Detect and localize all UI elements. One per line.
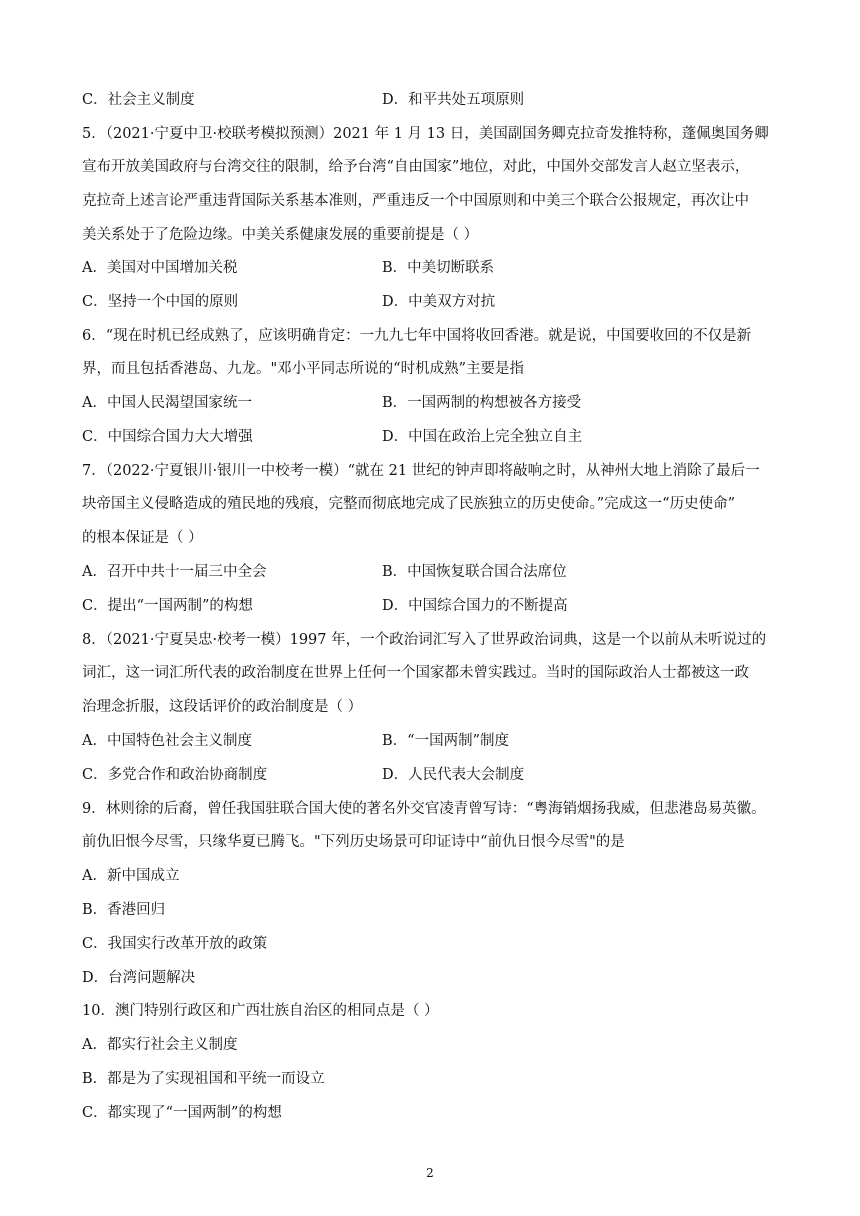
q6-option-c: C．中国综合国力大大增强: [82, 429, 253, 445]
q7-stem-line-3: 的根本保证是（ ）: [82, 530, 203, 546]
q5-option-d: D．中美双方对抗: [382, 294, 496, 310]
q7-option-a: A．召开中共十一届三中全会: [82, 564, 267, 580]
q8-option-a: A．中国特色社会主义制度: [82, 733, 252, 749]
q8-stem-line-1: 8．（2021·宁夏吴忠·校考一模）1997 年，一个政治词汇写入了世界政治词典，这是一个以前从未听说过的: [82, 632, 767, 648]
q7-option-d: D．中国综合国力的不断提高: [382, 598, 568, 614]
page-number: 2: [426, 1166, 434, 1180]
q6-stem-line-2: 界，而且包括香港岛、九龙。"邓小平同志所说的“时机成熟”主要是指: [82, 361, 524, 377]
q7-option-b: B．中国恢复联合国合法席位: [382, 564, 567, 580]
q9-option-c: C．我国实行改革开放的政策: [82, 936, 268, 952]
q4-option-d: D．和平共处五项原则: [382, 92, 525, 108]
q9-stem-line-1: 9．林则徐的后裔，曾任我国驻联合国大使的著名外交官凌青曾写诗：“粤海销烟扬我威，但悲港岛易英徽。: [82, 801, 766, 817]
q5-stem-line-2: 宣布开放美国政府与台湾交往的限制，给予台湾“自由国家”地位，对此，中国外交部发言人赵立坚表示，: [82, 159, 750, 175]
q5-option-c: C．坚持一个中国的原则: [82, 294, 239, 310]
q5-stem-line-4: 美关系处于了危险边缘。中美关系健康发展的重要前提是（ ）: [82, 227, 479, 243]
q5-stem-line-3: 克拉奇上述言论严重违背国际关系基本准则，严重违反一个中国原则和中美三个联合公报规定，再次让中: [82, 193, 749, 209]
q9-option-a: A．新中国成立: [82, 868, 180, 884]
q8-option-c: C．多党合作和政治协商制度: [82, 767, 268, 783]
q6-option-d: D．中国在政治上完全独立自主: [382, 429, 583, 445]
q10-option-c: C．都实现了“一国两制”的构想: [82, 1105, 282, 1121]
q8-option-b: B．“一国两制”制度: [382, 733, 509, 749]
q7-option-c: C．提出“一国两制”的构想: [82, 598, 253, 614]
q7-stem-line-1: 7．（2022·宁夏银川·银川一中校考一模）“就在 21 世纪的钟声即将敲响之时，从神州大地上消除了最后一: [82, 463, 760, 479]
q5-option-b: B．中美切断联系: [382, 260, 495, 276]
q6-option-b: B．一国两制的构想被各方接受: [382, 395, 582, 411]
q9-option-d: D．台湾问题解决: [82, 970, 196, 986]
q10-option-a: A．都实行社会主义制度: [82, 1037, 238, 1053]
q9-stem-line-2: 前仇旧恨今尽雪，只缘华夏已腾飞。"下列历史场景可印证诗中“前仇日恨今尽雪"的是: [82, 834, 625, 850]
q5-option-a: A．美国对中国增加关税: [82, 260, 238, 276]
q8-stem-line-2: 词汇，这一词汇所代表的政治制度在世界上任何一个国家都未曾实践过。当时的国际政治人士都被这一政: [82, 665, 749, 681]
q6-option-a: A．中国人民渴望国家统一: [82, 395, 252, 411]
q8-option-d: D．人民代表大会制度: [382, 767, 525, 783]
q7-stem-line-2: 块帝国主义侵略造成的殖民地的残痕，完整而彻底地完成了民族独立的历史使命。”完成这一“历史使命”: [82, 496, 735, 512]
q5-stem-line-1: 5．（2021·宁夏中卫·校联考模拟预测）2021 年 1 月 13 日，美国副国务卿克拉奇发推特称，蓬佩奥国务卿: [82, 126, 769, 142]
q6-stem-line-1: 6．“现在时机已经成熟了，应该明确肯定：一九九七年中国将收回香港。就是说，中国要收回的不仅是新: [82, 328, 752, 344]
q4-option-c: C．社会主义制度: [82, 92, 195, 108]
q10-stem-line-1: 10．澳门特别行政区和广西壮族自治区的相同点是（ ）: [82, 1003, 439, 1019]
q9-option-b: B．香港回归: [82, 902, 166, 918]
q8-stem-line-3: 治理念折服，这段话评价的政治制度是（ ）: [82, 699, 363, 715]
q10-option-b: B．都是为了实现祖国和平统一而设立: [82, 1071, 325, 1087]
